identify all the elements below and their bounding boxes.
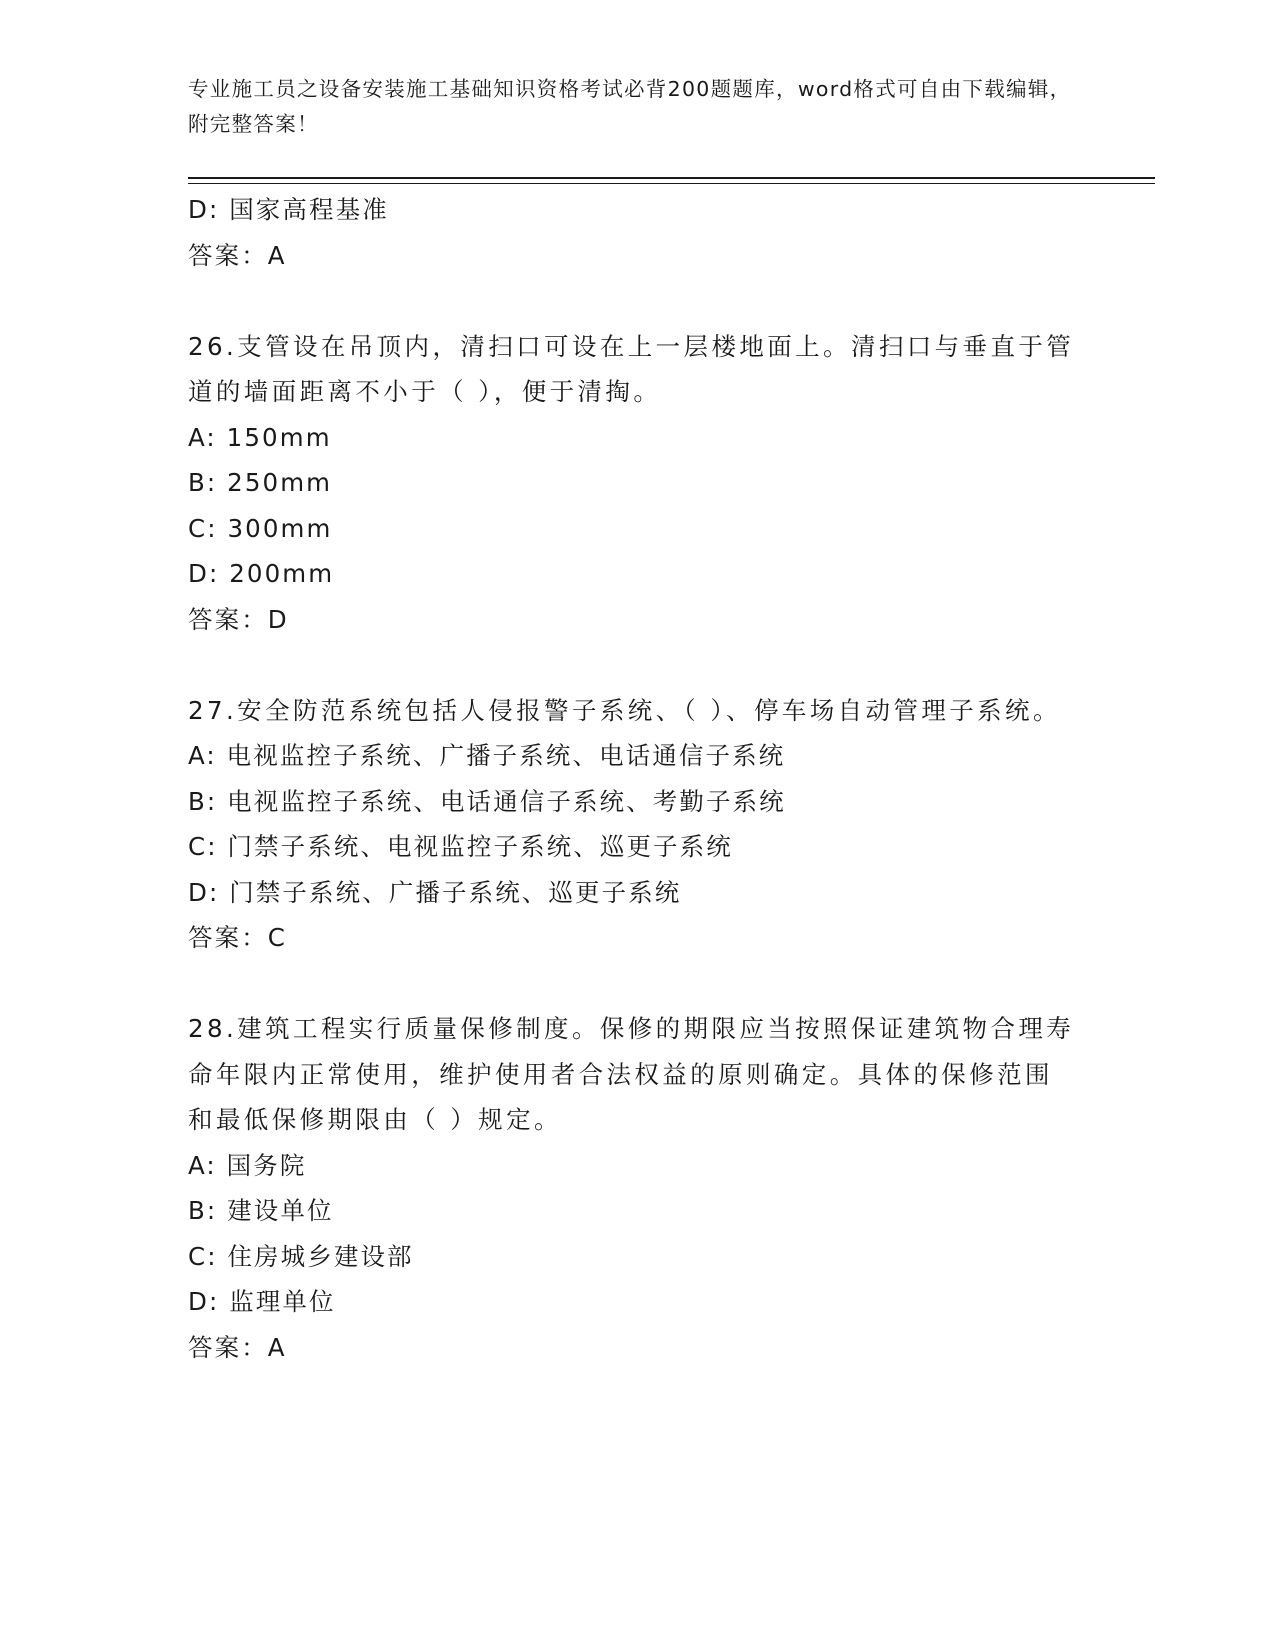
option-c: C: 住房城乡建设部 [188,1241,414,1271]
answer-line: 答案：D [188,604,289,634]
question-text: 27.安全防范系统包括人侵报警子系统、（ ）、停车场自动管理子系统。 [188,695,1061,725]
option-b: B: 建设单位 [188,1196,334,1225]
option-b: B: 电视监控子系统、电话通信子系统、考勤子系统 [188,786,786,816]
answer-line: 答案：C [188,923,288,952]
question-27 [188,688,1088,961]
option-a: A: 电视监控子系统、广播子系统、电话通信子系统 [188,741,786,770]
question-28 [188,1006,1088,1370]
option-d: D: 国家高程基准 [188,195,389,224]
option-d: D: 门禁子系统、广播子系统、巡更子系统 [188,877,682,907]
header-rule-thin [188,183,1155,184]
document-header: 专业施工员之设备安装施工基础知识资格考试必背200题题库，word格式可自由下载编辑，附完整答案！ [188,77,1072,136]
header-rule-thick [188,177,1155,179]
option-d: D: 200mm [188,559,335,588]
question-text: 26.支管设在吊顶内，清扫口可设在上一层楼地面上。清扫口与垂直于管道的墙面距离不小于（ ），便于清掏。 [188,331,1075,406]
answer-line: 答案：A [188,1332,287,1362]
carryover-block [188,187,1088,278]
option-a: A: 国务院 [188,1150,307,1180]
option-c: C: 门禁子系统、电视监控子系统、巡更子系统 [188,832,733,861]
question-26 [188,324,1088,643]
option-c: C: 300mm [188,513,333,543]
question-list [188,187,1088,1370]
option-b: B: 250mm [188,468,333,497]
question-text: 28.建筑工程实行质量保修制度。保修的期限应当按照保证建筑物合理寿命年限内正常使用，维护使用者合法权益的原则确定。具体的保修范围和最低保修期限由（ ）规定。 [188,1014,1075,1134]
option-a: A: 150mm [188,422,332,452]
option-d: D: 监理单位 [188,1287,336,1316]
answer-line: 答案：A [188,240,287,270]
